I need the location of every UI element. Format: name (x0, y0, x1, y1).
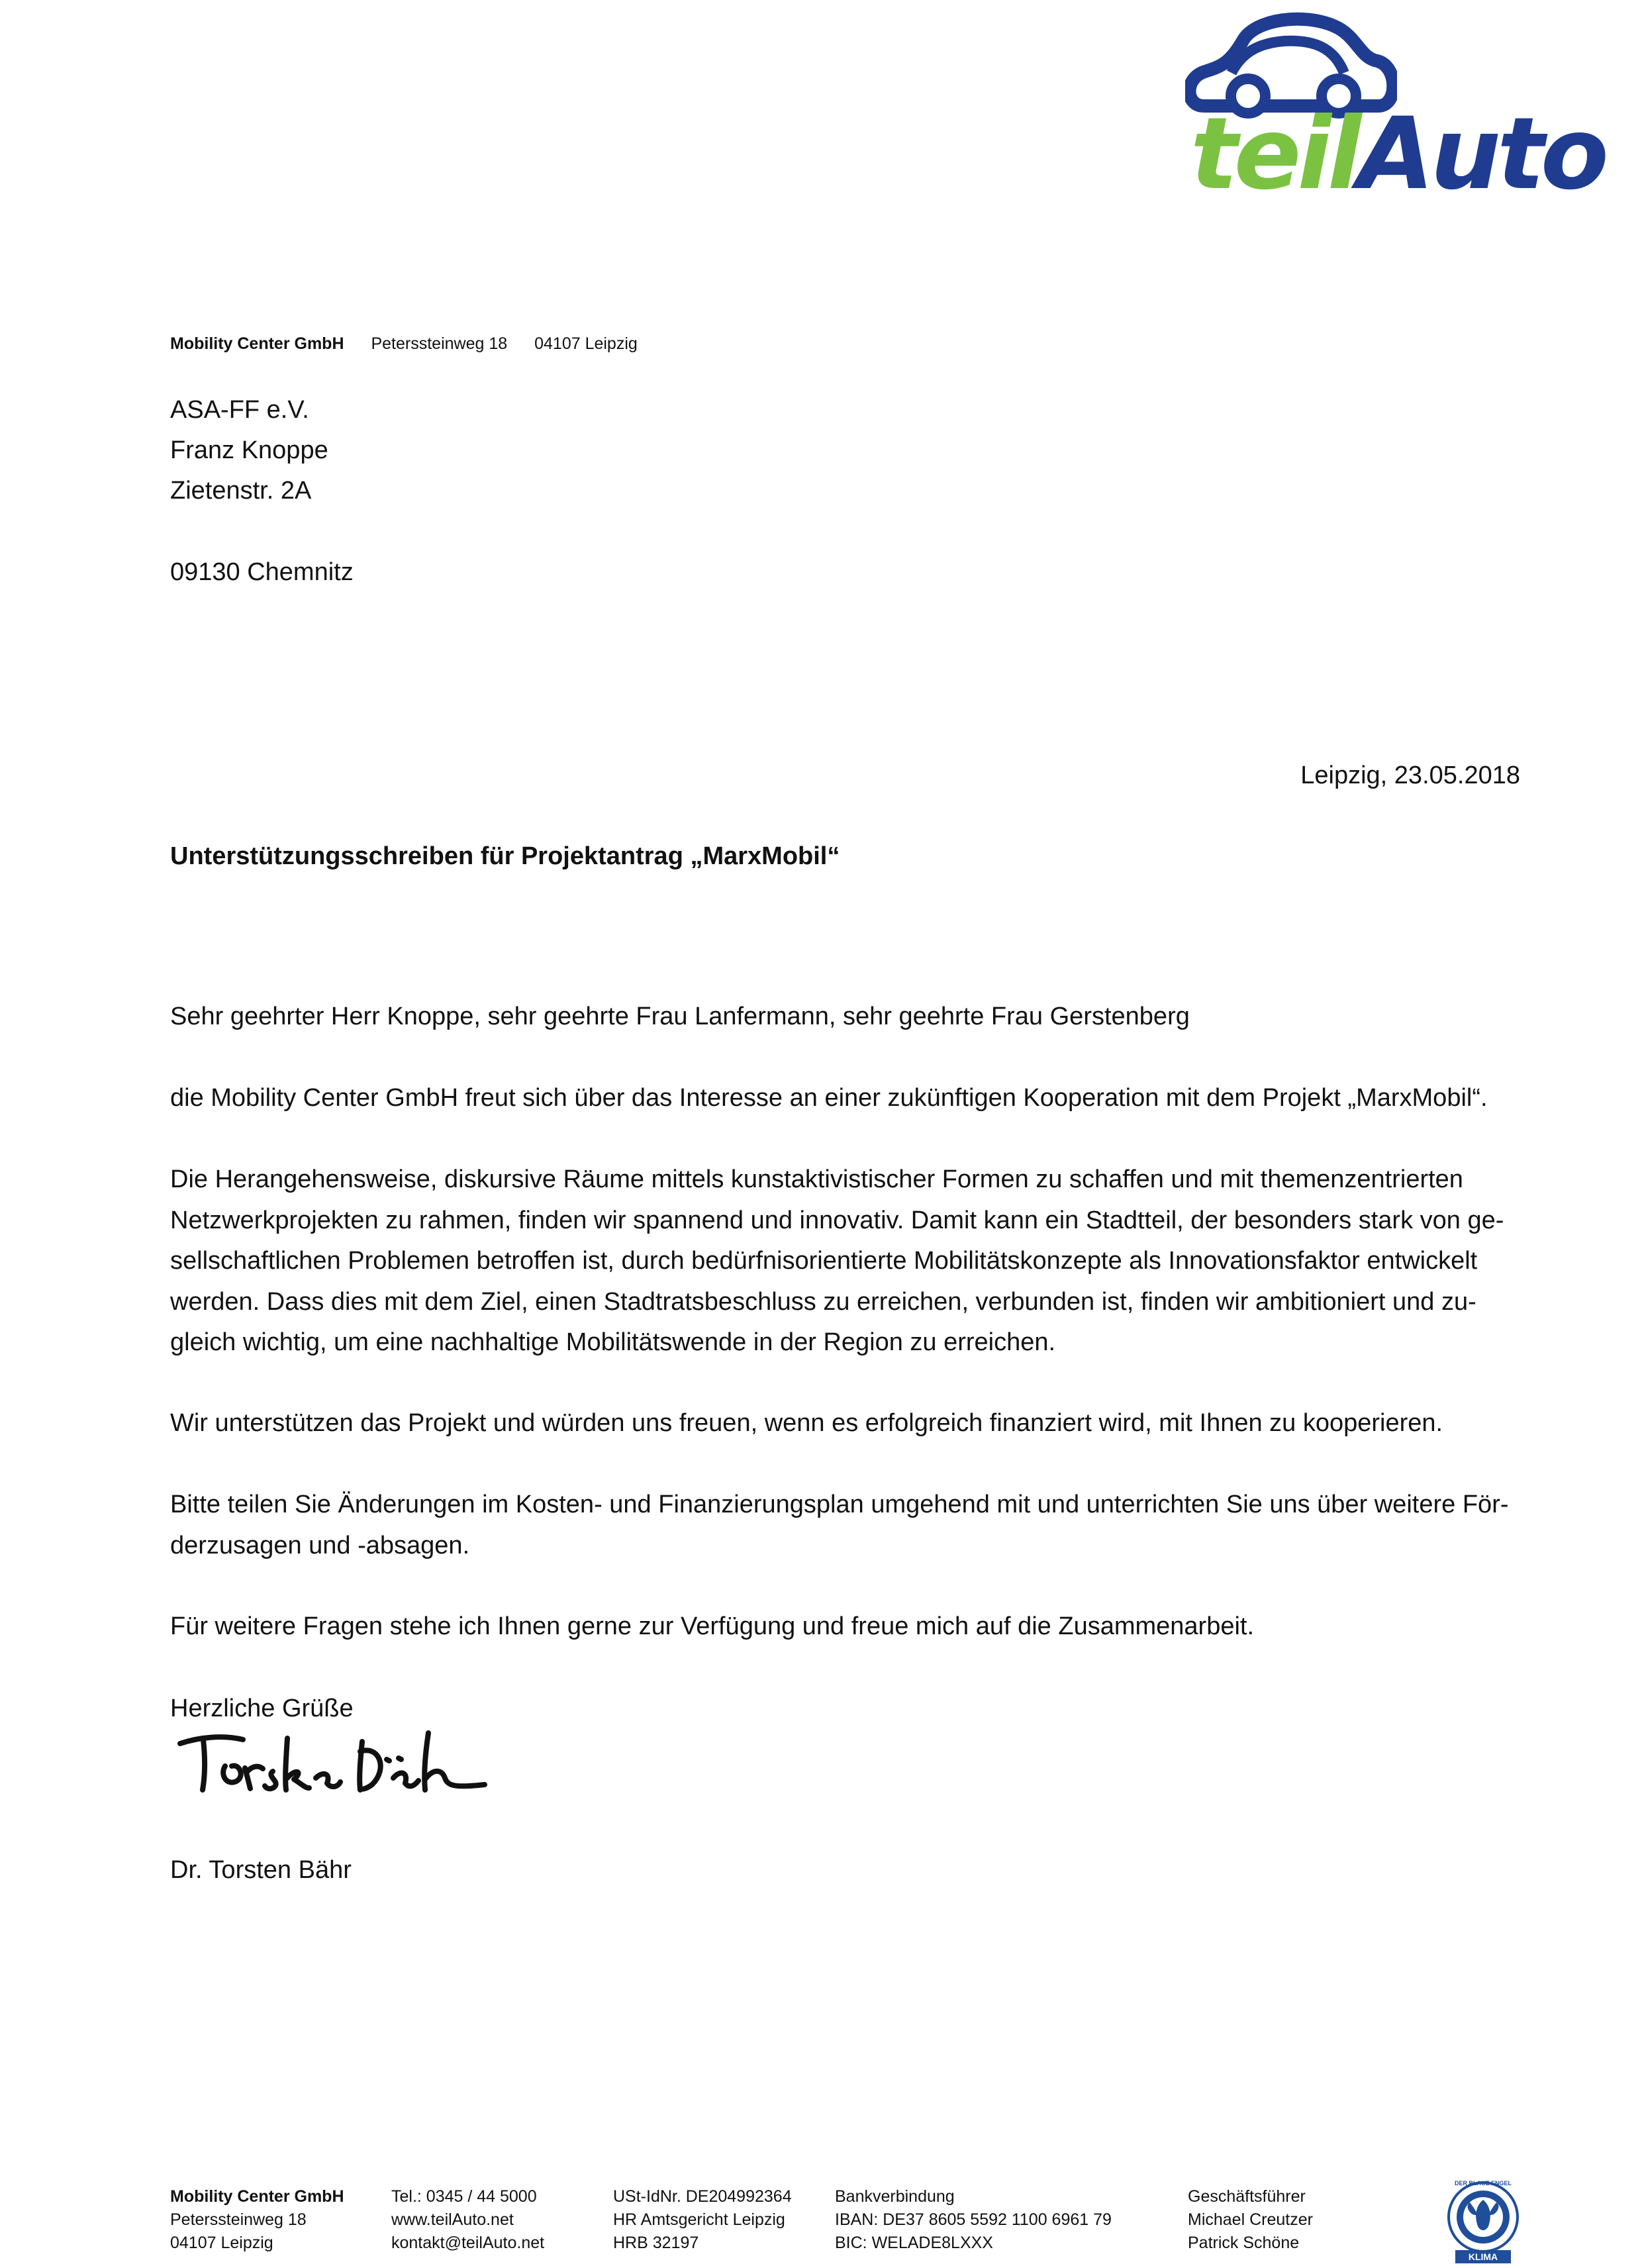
badge-top-text: DER BLAUE ENGEL (1454, 2180, 1512, 2187)
footer-manager-1: Michael Creutzer (1188, 2210, 1313, 2229)
paragraph-3 (170, 1403, 1521, 1444)
signer-name: Dr. Torsten Bähr (170, 1856, 352, 1884)
recipient-line-2: Franz Knoppe (170, 436, 328, 464)
footer-bic: BIC: WELADE8LXXX (835, 2234, 993, 2252)
salutation (170, 997, 1521, 1038)
footer-phone: Tel.: 0345 / 44 5000 (391, 2187, 537, 2206)
paragraph-5 (170, 1606, 1521, 1648)
footer-court: HR Amtsgericht Leipzig (613, 2210, 785, 2229)
paragraph-line: Für weitere Fragen stehe ich Ihnen gerne zur Verfügung und freue mich auf die Zusammenarbeit. (170, 1612, 1255, 1640)
footer-company-city: 04107 Leipzig (170, 2234, 273, 2252)
paragraph-1 (170, 1078, 1521, 1119)
signature-icon (173, 1725, 491, 1798)
closing: Herzliche Grüße (170, 1695, 354, 1722)
footer-company (170, 2185, 344, 2255)
footer-management (1188, 2185, 1313, 2255)
paragraph-line: Die Herangehensweise, diskursive Räume mittels kunstaktivistischer Formen zu schaffen und mit themenzentrierten (170, 1165, 1463, 1193)
company-logo (1185, 7, 1605, 212)
paragraph-line: sellschaftlichen Problemen betroffen ist, durch bedürfnisorientierte Mobilitätskonzepte als Innovationsfaktor entwickelt (170, 1247, 1478, 1275)
recipient-line-3: Zietenstr. 2A (170, 477, 312, 505)
footer-register (613, 2185, 792, 2255)
handwritten-signature (173, 1725, 491, 1801)
footer-bank-title: Bankverbindung (835, 2187, 955, 2206)
recipient-line-1: ASA-FF e.V. (170, 396, 309, 424)
footer-company-street: Peterssteinweg 18 (170, 2210, 307, 2229)
paragraph-2 (170, 1159, 1521, 1363)
footer-company-name: Mobility Center GmbH (170, 2187, 344, 2206)
salutation-text: Sehr geehrter Herr Knoppe, sehr geehrte Frau Lanfermann, sehr geehrte Frau Gerstenberg (170, 1003, 1190, 1030)
blauer-engel-badge-icon (1443, 2179, 1523, 2268)
sender-street: Peterssteinweg 18 (371, 334, 508, 353)
footer-email-link[interactable]: kontakt@teilAuto.net (391, 2234, 545, 2252)
paragraph-line: Wir unterstützen das Projekt und würden uns freuen, wenn es erfolgreich finanziert wird, mit Ihnen zu kooperieren. (170, 1409, 1443, 1437)
sender-line (170, 334, 660, 354)
letter-subject: Unterstützungsschreiben für Projektantrag „MarxMobil“ (170, 842, 840, 870)
logo-word-auto: Auto (1357, 97, 1605, 212)
footer-management-title: Geschäftsführer (1188, 2187, 1306, 2206)
paragraph-4 (170, 1485, 1521, 1566)
paragraph-line: Netzwerkprojekten zu rahmen, finden wir spannend und innovativ. Damit kann ein Stadtteil, der besonders stark von ge- (170, 1206, 1504, 1234)
sender-company: Mobility Center GmbH (170, 334, 344, 353)
badge-bottom-text: KLIMA (1468, 2251, 1498, 2262)
footer-web-link[interactable]: www.teilAuto.net (391, 2210, 514, 2229)
sender-city: 04107 Leipzig (534, 334, 638, 353)
footer-iban: IBAN: DE37 8605 5592 1100 6961 79 (835, 2210, 1112, 2229)
paragraph-line: werden. Dass dies mit dem Ziel, einen Stadtratsbeschluss zu erreichen, verbunden ist, finden wir ambitioniert und zu- (170, 1287, 1476, 1316)
paragraph-line: gleich wichtig, um eine nachhaltige Mobilitätswende in der Region zu erreichen. (170, 1328, 1056, 1356)
logo-wordmark (1190, 97, 1605, 212)
footer-hrb: HRB 32197 (613, 2234, 699, 2252)
recipient-postal-city: 09130 Chemnitz (170, 558, 354, 586)
footer-bank (835, 2185, 1112, 2255)
footer-manager-2: Patrick Schöne (1188, 2234, 1300, 2252)
footer-contact (391, 2185, 544, 2255)
paragraph-line: Bitte teilen Sie Änderungen im Kosten- und Finanzierungsplan umgehend mit und unterrichten Sie uns über weitere För- (170, 1491, 1509, 1518)
paragraph-line: die Mobility Center GmbH freut sich über das Interesse an einer zukünftigen Kooperation mit dem Projekt „MarxMobil“. (170, 1084, 1488, 1112)
footer-vat: USt-IdNr. DE204992364 (613, 2187, 792, 2206)
logo-word-teil: teil (1190, 97, 1358, 212)
paragraph-line: derzusagen und -absagen. (170, 1531, 470, 1559)
letter-date: Leipzig, 23.05.2018 (1300, 762, 1520, 789)
